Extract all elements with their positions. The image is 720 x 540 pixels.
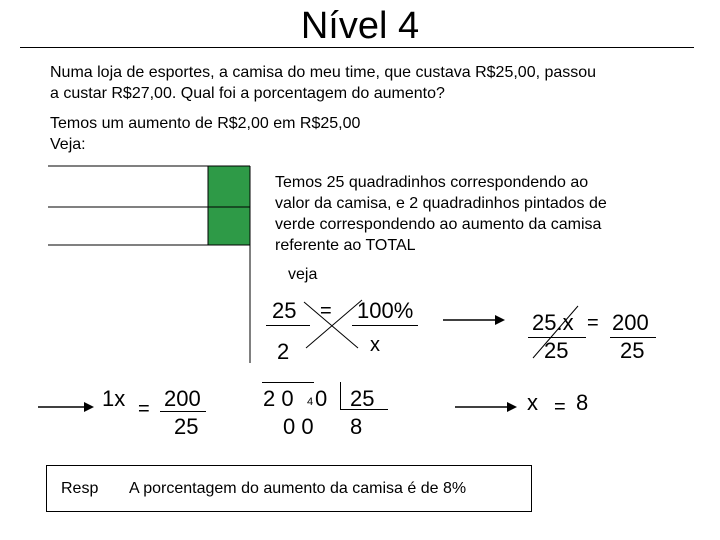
proportion-den-right: x <box>370 334 380 356</box>
division-dividend-end: 0 <box>315 386 328 411</box>
cancel-strike <box>528 302 583 362</box>
proportion-num-right: 100% <box>357 298 414 323</box>
step-denominator: 25 <box>174 414 199 439</box>
step-numerator: 200 <box>164 386 201 411</box>
result-value: 8 <box>576 390 589 415</box>
answer-label: Resp <box>61 480 99 497</box>
squares-grid <box>48 163 253 363</box>
division-remainder: 0 0 <box>283 414 314 439</box>
green-square-2 <box>208 207 250 245</box>
note-line-1: Temos 25 quadradinhos correspondendo ao <box>275 174 589 191</box>
cross-line-b <box>306 300 362 348</box>
arrow-right-icon <box>443 313 505 327</box>
cross-den-left: 25 <box>544 338 569 363</box>
result-variable: x <box>527 390 538 415</box>
problem-line-1: Numa loja de esportes, a camisa do meu time, que custava R$25,00, passou <box>50 64 597 81</box>
explanation-note <box>275 172 607 256</box>
division-divisor: 25 <box>350 386 375 411</box>
division-top-line <box>262 382 314 383</box>
division-dividend: 2 0 <box>263 386 294 411</box>
result-equals: = <box>554 396 566 418</box>
green-square-1 <box>208 166 250 207</box>
arrow-right-icon <box>455 400 517 414</box>
cross-den-right: 25 <box>620 338 645 363</box>
cross-numerator: 25.x <box>532 310 574 335</box>
problem-line-2: a custar R$27,00. Qual foi a porcentagem do aumento? <box>50 85 445 102</box>
division-borrow-digit: 4 <box>307 396 314 408</box>
proportion-den-left: 2 <box>277 339 290 364</box>
cross-line-a <box>304 302 358 348</box>
note-line-3: verde correspondendo ao aumento da camisa <box>275 216 602 233</box>
cross-rhs-num: 200 <box>612 310 649 335</box>
step-lhs: 1x <box>102 386 126 411</box>
cross-multiply-lines <box>300 296 370 356</box>
step-equals: = <box>138 398 150 420</box>
cross-equals: = <box>587 312 599 334</box>
step-bar <box>160 411 206 412</box>
division-quotient: 8 <box>350 414 363 439</box>
note-line-2: valor da camisa, e 2 quadradinhos pintados de <box>275 195 607 212</box>
proportion-num-left: 25 <box>272 298 297 323</box>
intro-line-2: Veja: <box>50 136 86 153</box>
answer-text: A porcentagem do aumento da camisa é de 8% <box>129 480 467 497</box>
veja-label: veja <box>288 266 318 283</box>
proportion-equals: = <box>320 300 332 322</box>
slide-title: Nível 4 <box>300 5 420 47</box>
title-divider <box>20 47 694 48</box>
arrow-right-icon <box>38 400 94 414</box>
answer-box <box>46 465 532 512</box>
note-line-4: referente ao TOTAL <box>275 237 416 254</box>
intro-line-1: Temos um aumento de R$2,00 em R$25,00 <box>50 115 361 132</box>
division-vertical-bar <box>340 382 341 410</box>
